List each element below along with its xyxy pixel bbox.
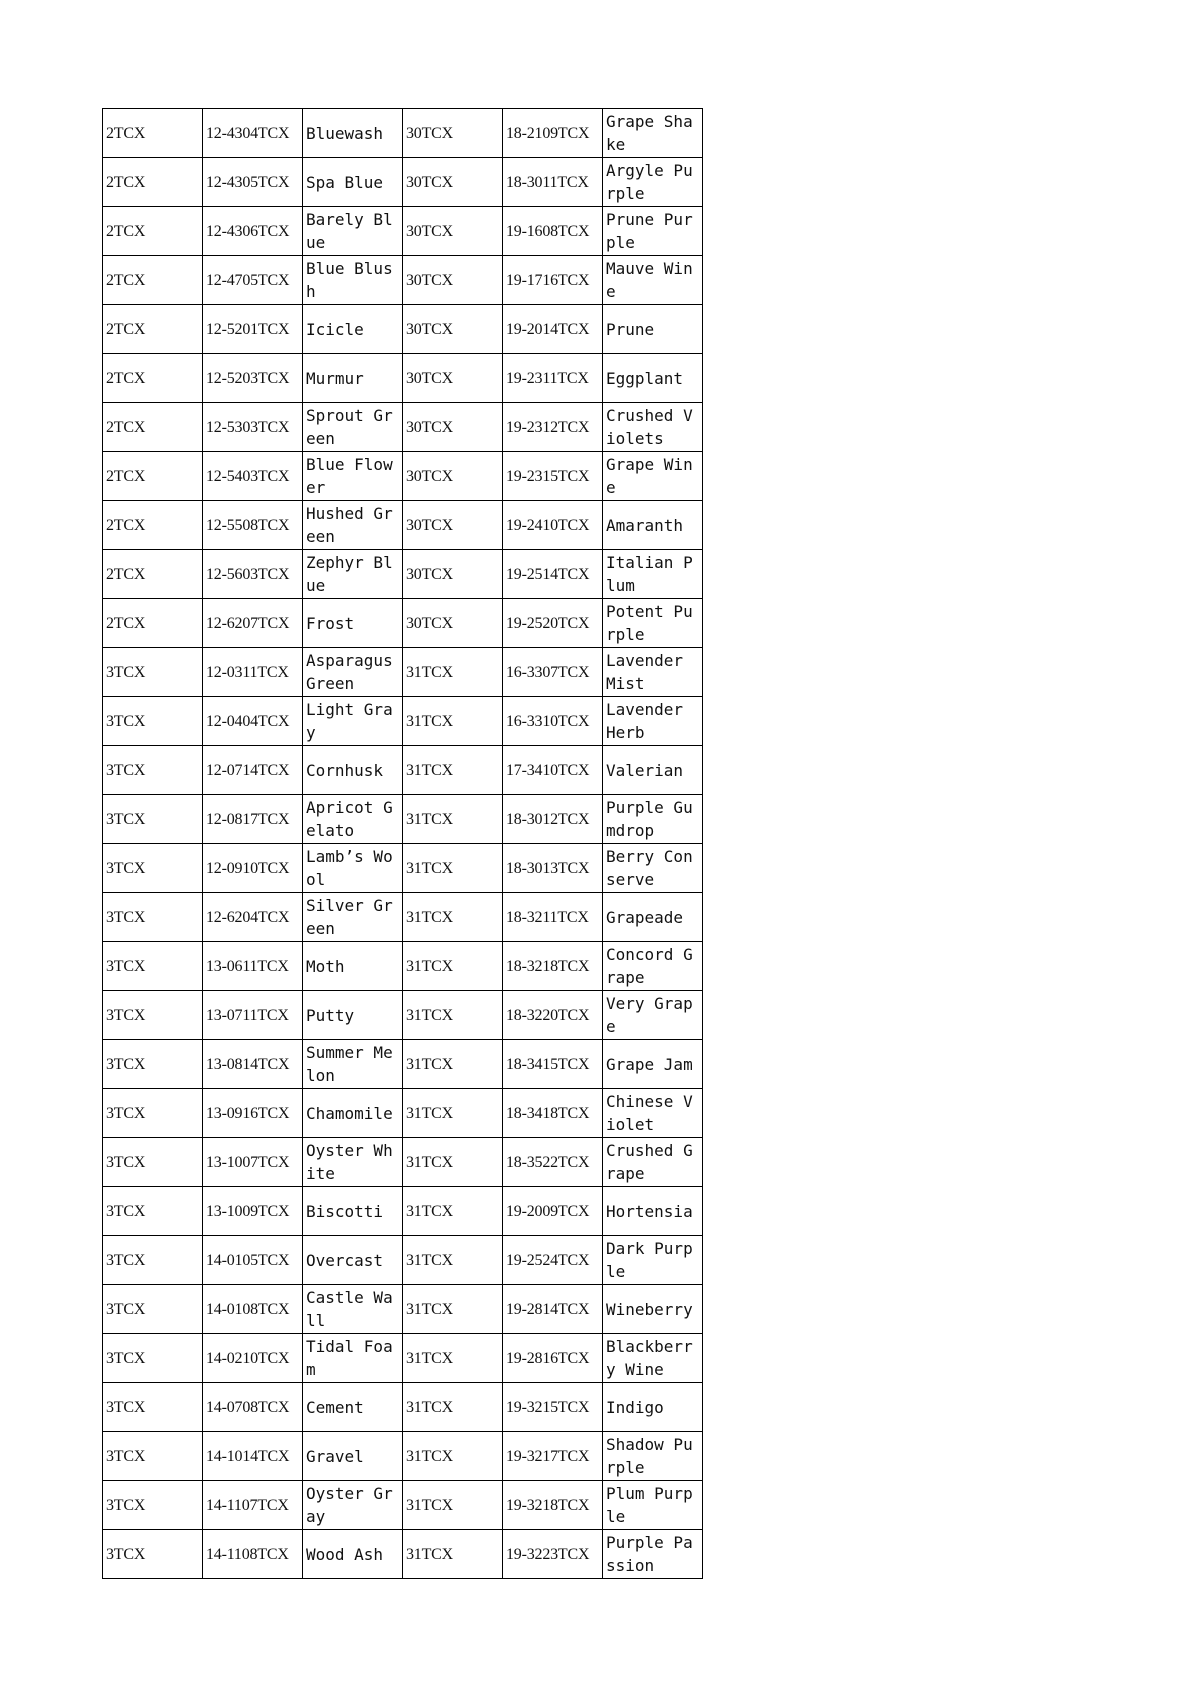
color-name-a-cell: Biscotti xyxy=(303,1187,403,1236)
group-code-a-cell: 3TCX xyxy=(103,648,203,697)
group-code-b-cell: 31TCX xyxy=(403,795,503,844)
pantone-code-b-cell: 18-2109TCX xyxy=(503,109,603,158)
color-name-b-cell: Wineberry xyxy=(603,1285,703,1334)
color-name-a-cell: Summer Melon xyxy=(303,1040,403,1089)
group-code-a-cell: 2TCX xyxy=(103,452,203,501)
pantone-code-a-cell: 13-0916TCX xyxy=(203,1089,303,1138)
color-name-b-cell: Grape Shake xyxy=(603,109,703,158)
color-name-a-cell: Putty xyxy=(303,991,403,1040)
table-row xyxy=(103,599,703,648)
pantone-code-a-cell: 12-5203TCX xyxy=(203,354,303,403)
pantone-code-b-cell: 18-3211TCX xyxy=(503,893,603,942)
pantone-code-b-cell: 18-3013TCX xyxy=(503,844,603,893)
group-code-b-cell: 30TCX xyxy=(403,305,503,354)
color-name-a-cell: Light Gray xyxy=(303,697,403,746)
pantone-code-b-cell: 19-2312TCX xyxy=(503,403,603,452)
color-name-b-cell: Purple Passion xyxy=(603,1530,703,1579)
color-name-b-cell: Grape Wine xyxy=(603,452,703,501)
group-code-a-cell: 2TCX xyxy=(103,550,203,599)
color-name-a-cell: Sprout Green xyxy=(303,403,403,452)
color-name-b-cell: Amaranth xyxy=(603,501,703,550)
pantone-code-a-cell: 12-4705TCX xyxy=(203,256,303,305)
group-code-b-cell: 31TCX xyxy=(403,697,503,746)
pantone-code-a-cell: 12-4306TCX xyxy=(203,207,303,256)
color-table-container xyxy=(102,108,703,1579)
pantone-code-b-cell: 17-3410TCX xyxy=(503,746,603,795)
group-code-b-cell: 31TCX xyxy=(403,1236,503,1285)
color-name-a-cell: Gravel xyxy=(303,1432,403,1481)
group-code-b-cell: 31TCX xyxy=(403,746,503,795)
group-code-a-cell: 2TCX xyxy=(103,501,203,550)
pantone-code-b-cell: 19-2816TCX xyxy=(503,1334,603,1383)
pantone-code-b-cell: 19-1716TCX xyxy=(503,256,603,305)
color-name-a-cell: Cornhusk xyxy=(303,746,403,795)
color-name-b-cell: Grapeade xyxy=(603,893,703,942)
pantone-code-a-cell: 12-0910TCX xyxy=(203,844,303,893)
pantone-code-b-cell: 19-3217TCX xyxy=(503,1432,603,1481)
group-code-a-cell: 3TCX xyxy=(103,1236,203,1285)
pantone-code-a-cell: 12-5603TCX xyxy=(203,550,303,599)
table-row xyxy=(103,109,703,158)
group-code-a-cell: 2TCX xyxy=(103,354,203,403)
group-code-b-cell: 30TCX xyxy=(403,599,503,648)
group-code-a-cell: 3TCX xyxy=(103,1138,203,1187)
pantone-code-b-cell: 19-1608TCX xyxy=(503,207,603,256)
color-name-b-cell: Argyle Purple xyxy=(603,158,703,207)
group-code-b-cell: 31TCX xyxy=(403,1432,503,1481)
pantone-code-a-cell: 12-0404TCX xyxy=(203,697,303,746)
table-row xyxy=(103,501,703,550)
color-name-a-cell: Spa Blue xyxy=(303,158,403,207)
table-row xyxy=(103,648,703,697)
group-code-a-cell: 3TCX xyxy=(103,1040,203,1089)
table-row xyxy=(103,1530,703,1579)
pantone-code-b-cell: 19-2514TCX xyxy=(503,550,603,599)
pantone-code-a-cell: 13-0814TCX xyxy=(203,1040,303,1089)
pantone-code-b-cell: 18-3418TCX xyxy=(503,1089,603,1138)
color-name-a-cell: Overcast xyxy=(303,1236,403,1285)
color-name-b-cell: Mauve Wine xyxy=(603,256,703,305)
table-row xyxy=(103,1138,703,1187)
table-row xyxy=(103,844,703,893)
table-row xyxy=(103,697,703,746)
pantone-code-a-cell: 14-0105TCX xyxy=(203,1236,303,1285)
color-name-b-cell: Very Grape xyxy=(603,991,703,1040)
color-name-a-cell: Oyster White xyxy=(303,1138,403,1187)
color-name-b-cell: Crushed Grape xyxy=(603,1138,703,1187)
pantone-code-b-cell: 19-2014TCX xyxy=(503,305,603,354)
group-code-b-cell: 31TCX xyxy=(403,844,503,893)
group-code-a-cell: 3TCX xyxy=(103,1187,203,1236)
pantone-code-b-cell: 19-2520TCX xyxy=(503,599,603,648)
pantone-code-b-cell: 19-3218TCX xyxy=(503,1481,603,1530)
group-code-b-cell: 30TCX xyxy=(403,207,503,256)
color-name-b-cell: Crushed Violets xyxy=(603,403,703,452)
group-code-b-cell: 31TCX xyxy=(403,1089,503,1138)
pantone-code-b-cell: 16-3310TCX xyxy=(503,697,603,746)
table-row xyxy=(103,452,703,501)
color-name-b-cell: Grape Jam xyxy=(603,1040,703,1089)
pantone-code-b-cell: 16-3307TCX xyxy=(503,648,603,697)
color-table-body xyxy=(103,109,703,1579)
group-code-b-cell: 30TCX xyxy=(403,403,503,452)
group-code-b-cell: 30TCX xyxy=(403,109,503,158)
pantone-code-a-cell: 14-0108TCX xyxy=(203,1285,303,1334)
pantone-code-b-cell: 19-2524TCX xyxy=(503,1236,603,1285)
color-name-b-cell: Hortensia xyxy=(603,1187,703,1236)
table-row xyxy=(103,1481,703,1530)
color-name-b-cell: Valerian xyxy=(603,746,703,795)
group-code-a-cell: 3TCX xyxy=(103,1089,203,1138)
pantone-code-b-cell: 19-2410TCX xyxy=(503,501,603,550)
group-code-a-cell: 2TCX xyxy=(103,256,203,305)
group-code-b-cell: 31TCX xyxy=(403,1334,503,1383)
color-name-a-cell: Asparagus Green xyxy=(303,648,403,697)
table-row xyxy=(103,403,703,452)
color-name-b-cell: Prune Purple xyxy=(603,207,703,256)
table-row xyxy=(103,550,703,599)
pantone-code-a-cell: 14-1014TCX xyxy=(203,1432,303,1481)
color-name-b-cell: Chinese Violet xyxy=(603,1089,703,1138)
group-code-a-cell: 3TCX xyxy=(103,795,203,844)
group-code-a-cell: 3TCX xyxy=(103,991,203,1040)
table-row xyxy=(103,942,703,991)
group-code-a-cell: 3TCX xyxy=(103,697,203,746)
pantone-code-b-cell: 19-3215TCX xyxy=(503,1383,603,1432)
group-code-a-cell: 3TCX xyxy=(103,1285,203,1334)
pantone-code-b-cell: 19-2311TCX xyxy=(503,354,603,403)
group-code-b-cell: 30TCX xyxy=(403,550,503,599)
color-name-a-cell: Icicle xyxy=(303,305,403,354)
pantone-code-a-cell: 12-0817TCX xyxy=(203,795,303,844)
pantone-code-a-cell: 12-5303TCX xyxy=(203,403,303,452)
table-row xyxy=(103,1334,703,1383)
group-code-b-cell: 31TCX xyxy=(403,1285,503,1334)
table-row xyxy=(103,1432,703,1481)
pantone-code-a-cell: 14-0210TCX xyxy=(203,1334,303,1383)
pantone-code-a-cell: 12-0311TCX xyxy=(203,648,303,697)
group-code-b-cell: 31TCX xyxy=(403,1187,503,1236)
color-name-a-cell: Moth xyxy=(303,942,403,991)
pantone-code-b-cell: 18-3012TCX xyxy=(503,795,603,844)
color-name-b-cell: Eggplant xyxy=(603,354,703,403)
pantone-code-a-cell: 12-5201TCX xyxy=(203,305,303,354)
table-row xyxy=(103,746,703,795)
color-name-b-cell: Potent Purple xyxy=(603,599,703,648)
color-name-a-cell: Chamomile xyxy=(303,1089,403,1138)
group-code-b-cell: 30TCX xyxy=(403,158,503,207)
group-code-b-cell: 31TCX xyxy=(403,991,503,1040)
group-code-b-cell: 31TCX xyxy=(403,1530,503,1579)
pantone-code-a-cell: 14-1108TCX xyxy=(203,1530,303,1579)
group-code-a-cell: 3TCX xyxy=(103,1334,203,1383)
group-code-b-cell: 31TCX xyxy=(403,1481,503,1530)
table-row xyxy=(103,256,703,305)
pantone-code-a-cell: 12-5403TCX xyxy=(203,452,303,501)
group-code-a-cell: 3TCX xyxy=(103,1383,203,1432)
table-row xyxy=(103,795,703,844)
pantone-code-b-cell: 18-3522TCX xyxy=(503,1138,603,1187)
pantone-code-a-cell: 13-1007TCX xyxy=(203,1138,303,1187)
pantone-code-a-cell: 13-0611TCX xyxy=(203,942,303,991)
pantone-code-a-cell: 12-5508TCX xyxy=(203,501,303,550)
color-name-a-cell: Frost xyxy=(303,599,403,648)
color-name-a-cell: Silver Green xyxy=(303,893,403,942)
group-code-a-cell: 2TCX xyxy=(103,207,203,256)
color-name-b-cell: Plum Purple xyxy=(603,1481,703,1530)
color-name-b-cell: Dark Purple xyxy=(603,1236,703,1285)
color-name-a-cell: Lamb’s Wool xyxy=(303,844,403,893)
pantone-code-b-cell: 19-2009TCX xyxy=(503,1187,603,1236)
group-code-b-cell: 31TCX xyxy=(403,1383,503,1432)
color-name-a-cell: Castle Wall xyxy=(303,1285,403,1334)
pantone-code-b-cell: 19-2315TCX xyxy=(503,452,603,501)
pantone-code-a-cell: 12-6204TCX xyxy=(203,893,303,942)
color-name-b-cell: Blackberry Wine xyxy=(603,1334,703,1383)
pantone-code-a-cell: 12-4305TCX xyxy=(203,158,303,207)
group-code-b-cell: 31TCX xyxy=(403,893,503,942)
group-code-a-cell: 3TCX xyxy=(103,1481,203,1530)
color-name-b-cell: Purple Gumdrop xyxy=(603,795,703,844)
pantone-code-b-cell: 19-2814TCX xyxy=(503,1285,603,1334)
group-code-b-cell: 30TCX xyxy=(403,354,503,403)
pantone-code-a-cell: 13-1009TCX xyxy=(203,1187,303,1236)
table-row xyxy=(103,158,703,207)
group-code-a-cell: 3TCX xyxy=(103,942,203,991)
group-code-a-cell: 2TCX xyxy=(103,158,203,207)
color-name-a-cell: Blue Blush xyxy=(303,256,403,305)
pantone-code-a-cell: 14-0708TCX xyxy=(203,1383,303,1432)
color-name-b-cell: Shadow Purple xyxy=(603,1432,703,1481)
color-name-a-cell: Murmur xyxy=(303,354,403,403)
pantone-code-a-cell: 12-4304TCX xyxy=(203,109,303,158)
color-name-b-cell: Italian Plum xyxy=(603,550,703,599)
pantone-code-a-cell: 14-1107TCX xyxy=(203,1481,303,1530)
color-name-b-cell: Indigo xyxy=(603,1383,703,1432)
table-row xyxy=(103,1040,703,1089)
table-row xyxy=(103,1236,703,1285)
table-row xyxy=(103,305,703,354)
color-name-a-cell: Hushed Green xyxy=(303,501,403,550)
color-name-b-cell: Concord Grape xyxy=(603,942,703,991)
color-name-a-cell: Blue Flower xyxy=(303,452,403,501)
pantone-code-b-cell: 18-3220TCX xyxy=(503,991,603,1040)
group-code-b-cell: 30TCX xyxy=(403,452,503,501)
color-name-a-cell: Zephyr Blue xyxy=(303,550,403,599)
color-name-a-cell: Wood Ash xyxy=(303,1530,403,1579)
table-row xyxy=(103,1089,703,1138)
group-code-b-cell: 30TCX xyxy=(403,501,503,550)
table-row xyxy=(103,991,703,1040)
pantone-code-a-cell: 12-6207TCX xyxy=(203,599,303,648)
pantone-code-b-cell: 18-3415TCX xyxy=(503,1040,603,1089)
group-code-a-cell: 2TCX xyxy=(103,403,203,452)
group-code-a-cell: 3TCX xyxy=(103,893,203,942)
group-code-a-cell: 2TCX xyxy=(103,109,203,158)
group-code-a-cell: 3TCX xyxy=(103,844,203,893)
group-code-b-cell: 31TCX xyxy=(403,1040,503,1089)
pantone-code-b-cell: 18-3011TCX xyxy=(503,158,603,207)
color-name-a-cell: Cement xyxy=(303,1383,403,1432)
pantone-code-a-cell: 12-0714TCX xyxy=(203,746,303,795)
table-row xyxy=(103,207,703,256)
group-code-b-cell: 31TCX xyxy=(403,1138,503,1187)
pantone-code-b-cell: 18-3218TCX xyxy=(503,942,603,991)
color-name-a-cell: Bluewash xyxy=(303,109,403,158)
color-name-b-cell: Berry Conserve xyxy=(603,844,703,893)
group-code-a-cell: 3TCX xyxy=(103,1432,203,1481)
pantone-code-b-cell: 19-3223TCX xyxy=(503,1530,603,1579)
group-code-b-cell: 31TCX xyxy=(403,942,503,991)
group-code-b-cell: 30TCX xyxy=(403,256,503,305)
table-row xyxy=(103,1383,703,1432)
table-row xyxy=(103,893,703,942)
table-row xyxy=(103,1187,703,1236)
color-name-b-cell: Prune xyxy=(603,305,703,354)
pantone-code-a-cell: 13-0711TCX xyxy=(203,991,303,1040)
group-code-a-cell: 3TCX xyxy=(103,1530,203,1579)
color-name-a-cell: Tidal Foam xyxy=(303,1334,403,1383)
table-row xyxy=(103,1285,703,1334)
color-name-a-cell: Apricot Gelato xyxy=(303,795,403,844)
group-code-a-cell: 2TCX xyxy=(103,599,203,648)
color-name-a-cell: Oyster Gray xyxy=(303,1481,403,1530)
group-code-a-cell: 2TCX xyxy=(103,305,203,354)
color-name-a-cell: Barely Blue xyxy=(303,207,403,256)
color-table xyxy=(102,108,703,1579)
color-name-b-cell: Lavender Mist xyxy=(603,648,703,697)
group-code-a-cell: 3TCX xyxy=(103,746,203,795)
group-code-b-cell: 31TCX xyxy=(403,648,503,697)
table-row xyxy=(103,354,703,403)
color-name-b-cell: Lavender Herb xyxy=(603,697,703,746)
